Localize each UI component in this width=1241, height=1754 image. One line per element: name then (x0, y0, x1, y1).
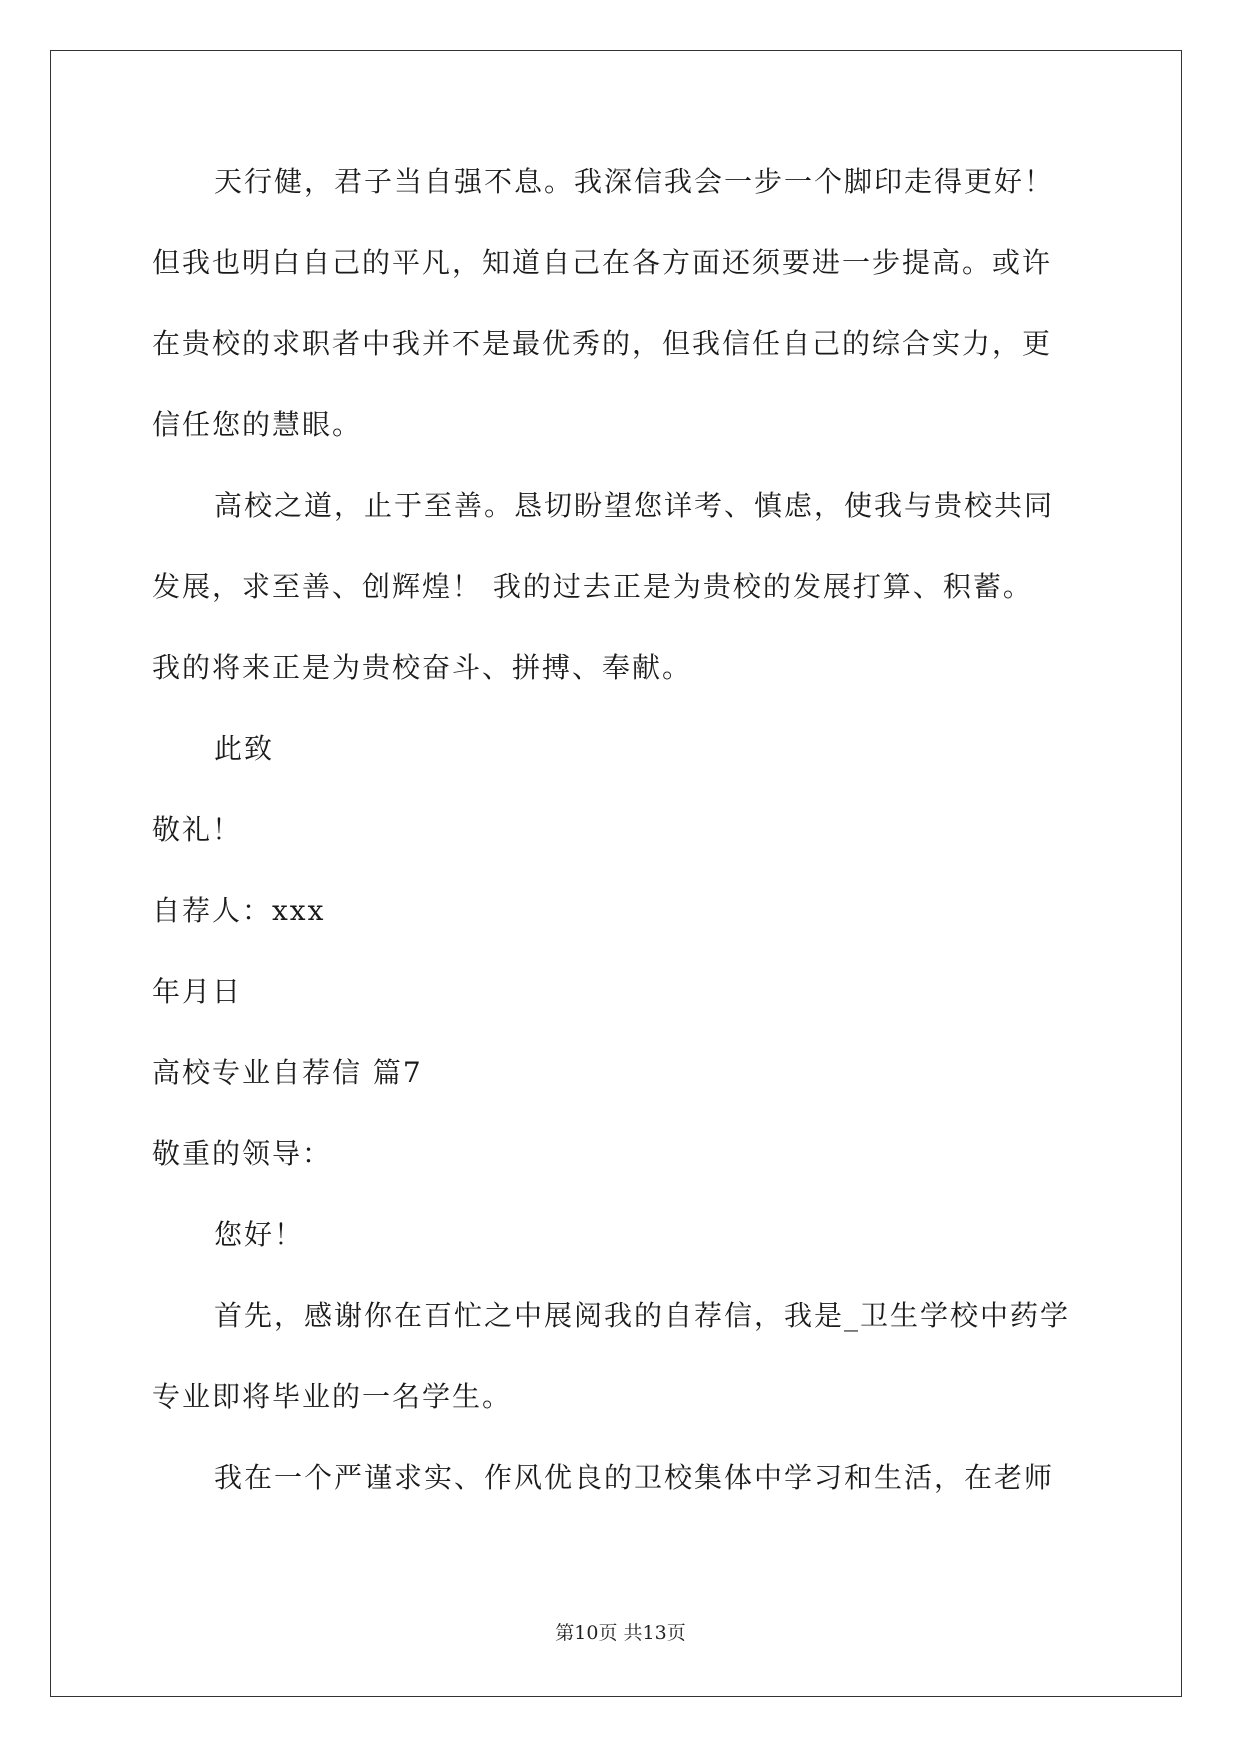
closing-regards: 敬礼！ (152, 813, 243, 846)
letter-hello: 您好！ (214, 1218, 305, 1251)
paragraph-line: 我在一个严谨求实、作风优良的卫校集体中学习和生活，在老师 (214, 1461, 1055, 1494)
paragraph-line: 我的将来正是为贵校奋斗、拼搏、奉献。 (152, 651, 693, 684)
paragraph-line: 首先，感谢你在百忙之中展阅我的自荐信，我是_卫生学校中药学 (214, 1299, 1071, 1332)
paragraph-line: 专业即将毕业的一名学生。 (152, 1380, 513, 1413)
paragraph-line: 高校之道，止于至善。恳切盼望您详考、慎虑，使我与贵校共同 (214, 489, 1055, 522)
paragraph-line: 天行健，君子当自强不息。我深信我会一步一个脚印走得更好！ (214, 165, 1055, 198)
page-number-footer: 第10页 共13页 (555, 1622, 686, 1644)
closing-salutation: 此致 (214, 732, 275, 765)
paragraph-line: 在贵校的求职者中我并不是最优秀的，但我信任自己的综合实力，更 (152, 327, 1053, 360)
paragraph-line: 但我也明白自己的平凡，知道自己在各方面还须要进一步提高。或许 (152, 246, 1053, 279)
section-heading: 高校专业自荐信 篇7 (152, 1056, 423, 1089)
signature-line: 自荐人：xxx (152, 894, 326, 927)
document-body (152, 162, 1082, 1539)
date-line: 年月日 (152, 975, 243, 1008)
paragraph-line: 发展，求至善、创辉煌！ 我的过去正是为贵校的发展打算、积蓄。 (152, 570, 1033, 603)
letter-greeting: 敬重的领导： (152, 1137, 333, 1170)
paragraph-line: 信任您的慧眼。 (152, 408, 363, 441)
